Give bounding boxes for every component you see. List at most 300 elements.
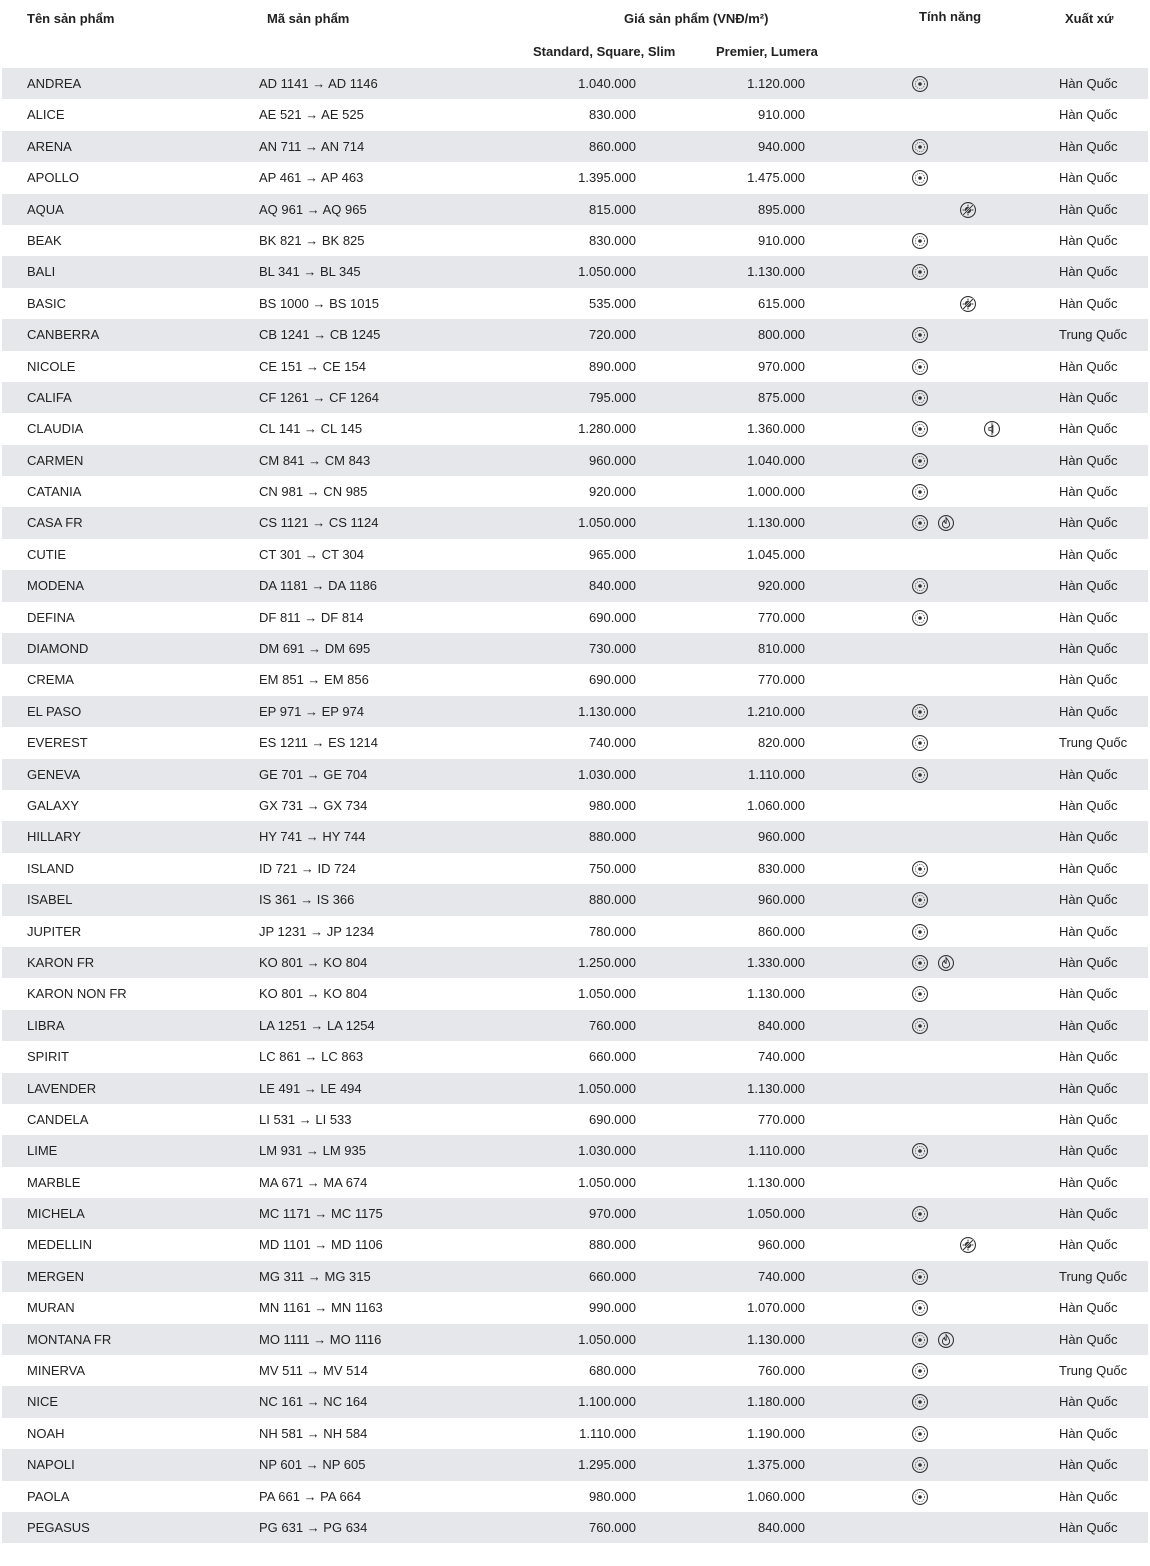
product-code: LC 861 → LC 863: [259, 1049, 364, 1065]
price-premier: 1.040.000: [747, 452, 805, 468]
product-code: LM 931 → LM 935: [259, 1143, 366, 1159]
table-row: [2, 821, 1148, 852]
price-premier: 830.000: [758, 860, 805, 876]
product-code: BL 341 → BL 345: [259, 264, 361, 280]
product-origin: Hàn Quốc: [1059, 1457, 1118, 1473]
target-icon: [911, 703, 929, 721]
product-origin: Hàn Quốc: [1059, 1237, 1118, 1253]
product-origin: Hàn Quốc: [1059, 170, 1118, 186]
table-row: [2, 319, 1148, 350]
price-premier: 800.000: [758, 327, 805, 343]
price-standard: 830.000: [589, 107, 636, 123]
product-name: MODENA: [27, 578, 85, 594]
product-origin: Hàn Quốc: [1059, 1080, 1118, 1096]
price-premier: 910.000: [758, 232, 805, 248]
price-premier: 1.210.000: [747, 703, 805, 719]
target-icon: [911, 1488, 929, 1506]
product-code: KO 801 → KO 804: [259, 954, 368, 970]
product-name: GALAXY: [27, 797, 80, 813]
price-premier: 1.060.000: [747, 1488, 805, 1504]
product-name: PAOLA: [27, 1488, 70, 1504]
product-code: HY 741 → HY 744: [259, 829, 366, 845]
product-name: LIME: [27, 1143, 58, 1159]
product-code: CT 301 → CT 304: [259, 546, 365, 562]
product-origin: Hàn Quốc: [1059, 421, 1118, 437]
product-name: HILLARY: [27, 829, 81, 845]
price-premier: 1.130.000: [747, 1331, 805, 1347]
price-premier: 940.000: [758, 138, 805, 154]
table-row: [2, 1449, 1148, 1480]
price-premier: 770.000: [758, 1111, 805, 1127]
product-code: CL 141 → CL 145: [259, 421, 363, 437]
product-name: SPIRIT: [27, 1049, 69, 1065]
price-premier: 1.360.000: [747, 421, 805, 437]
product-origin: Hàn Quốc: [1059, 892, 1118, 908]
price-standard: 1.050.000: [578, 1080, 636, 1096]
table-row: [2, 1198, 1148, 1229]
price-premier: 895.000: [758, 201, 805, 217]
price-premier: 1.060.000: [747, 797, 805, 813]
target-icon: [911, 138, 929, 156]
table-row: [2, 382, 1148, 413]
table-row: [2, 1104, 1148, 1135]
price-premier: 1.330.000: [747, 954, 805, 970]
table-row: [2, 99, 1148, 130]
product-name: MEDELLIN: [27, 1237, 93, 1253]
product-code: DA 1181 → DA 1186: [259, 578, 378, 594]
price-standard: 980.000: [589, 1488, 636, 1504]
product-origin: Hàn Quốc: [1059, 1331, 1118, 1347]
price-standard: 720.000: [589, 327, 636, 343]
table-row: [2, 978, 1148, 1009]
product-code: CN 981 → CN 985: [259, 484, 368, 500]
product-origin: Hàn Quốc: [1059, 264, 1118, 280]
product-code: LE 491 → LE 494: [259, 1080, 362, 1096]
price-standard: 690.000: [589, 1111, 636, 1127]
product-code: NP 601 → NP 605: [259, 1457, 366, 1473]
product-code: AP 461 → AP 463: [259, 170, 364, 186]
price-standard: 680.000: [589, 1363, 636, 1379]
col-subheader-price-standard: Standard, Square, Slim: [533, 44, 676, 59]
target-icon: [911, 358, 929, 376]
target-icon: [911, 609, 929, 627]
product-origin: Hàn Quốc: [1059, 107, 1118, 123]
price-premier: 1.130.000: [747, 1080, 805, 1096]
target-icon: [911, 1142, 929, 1160]
target-icon: [911, 389, 929, 407]
product-origin: Hàn Quốc: [1059, 578, 1118, 594]
product-code: NC 161 → NC 164: [259, 1394, 368, 1410]
price-standard: 535.000: [589, 295, 636, 311]
price-premier: 970.000: [758, 358, 805, 374]
fire-icon: [937, 1331, 955, 1349]
price-standard: 1.040.000: [578, 76, 636, 91]
product-code: LA 1251 → LA 1254: [259, 1017, 375, 1033]
product-name: CANBERRA: [27, 327, 100, 343]
price-premier: 1.180.000: [747, 1394, 805, 1410]
price-premier: 860.000: [758, 923, 805, 939]
price-standard: 840.000: [589, 578, 636, 594]
price-standard: 1.050.000: [578, 515, 636, 531]
product-origin: Hàn Quốc: [1059, 515, 1118, 531]
product-code: PG 631 → PG 634: [259, 1519, 368, 1535]
table-row: [2, 351, 1148, 382]
product-code: MV 511 → MV 514: [259, 1363, 368, 1379]
target-icon: [911, 169, 929, 187]
product-origin: Hàn Quốc: [1059, 1394, 1118, 1410]
table-row: [2, 476, 1148, 507]
product-name: GENEVA: [27, 766, 81, 782]
product-code: EM 851 → EM 856: [259, 672, 369, 688]
product-origin: Hàn Quốc: [1059, 358, 1118, 374]
price-premier: 1.375.000: [747, 1457, 805, 1473]
product-origin: Trung Quốc: [1059, 327, 1128, 343]
target-icon: [911, 1362, 929, 1380]
no-germ-icon: [959, 295, 977, 313]
product-origin: Hàn Quốc: [1059, 138, 1118, 154]
product-name: NICE: [27, 1394, 59, 1410]
price-standard: 1.395.000: [578, 170, 636, 186]
fire-icon: [937, 514, 955, 532]
product-code: GE 701 → GE 704: [259, 766, 368, 782]
product-origin: Hàn Quốc: [1059, 954, 1118, 970]
price-premier: 1.110.000: [748, 1143, 805, 1159]
product-origin: Hàn Quốc: [1059, 295, 1118, 311]
product-origin: Trung Quốc: [1059, 1363, 1128, 1379]
price-premier: 1.130.000: [747, 986, 805, 1002]
price-standard: 1.030.000: [578, 766, 636, 782]
price-standard: 970.000: [589, 1206, 636, 1222]
table-row: [2, 1292, 1148, 1323]
price-premier: 840.000: [758, 1017, 805, 1033]
table-row: [2, 727, 1148, 758]
target-icon: [911, 1425, 929, 1443]
price-standard: 760.000: [589, 1519, 636, 1535]
product-code: CF 1261 → CF 1264: [259, 389, 379, 405]
product-origin: Hàn Quốc: [1059, 641, 1118, 657]
product-name: CASA FR: [27, 515, 83, 531]
price-premier: 910.000: [758, 107, 805, 123]
target-icon: [911, 263, 929, 281]
product-origin: Hàn Quốc: [1059, 672, 1118, 688]
price-premier: 960.000: [758, 829, 805, 845]
product-name: ARENA: [27, 138, 72, 154]
price-standard: 740.000: [589, 735, 636, 751]
target-icon: [911, 232, 929, 250]
product-origin: Hàn Quốc: [1059, 1143, 1118, 1159]
product-name: MONTANA FR: [27, 1331, 112, 1347]
price-standard: 880.000: [589, 829, 636, 845]
product-name: JUPITER: [27, 923, 82, 939]
price-standard: 880.000: [589, 892, 636, 908]
price-premier: 1.130.000: [747, 515, 805, 531]
price-standard: 1.100.000: [578, 1394, 636, 1410]
product-origin: Hàn Quốc: [1059, 1206, 1118, 1222]
product-origin: Trung Quốc: [1059, 735, 1128, 751]
product-code: NH 581 → NH 584: [259, 1425, 368, 1441]
product-name: NAPOLI: [27, 1457, 75, 1473]
product-name: BEAK: [27, 232, 62, 248]
product-name: PEGASUS: [27, 1519, 90, 1535]
price-premier: 1.045.000: [747, 546, 805, 562]
sound-icon: [983, 420, 1001, 438]
product-origin: Hàn Quốc: [1059, 1519, 1118, 1535]
product-name: CANDELA: [27, 1111, 89, 1127]
product-code: ES 1211 → ES 1214: [259, 735, 379, 751]
product-code: AE 521 → AE 525: [259, 107, 364, 123]
price-standard: 660.000: [589, 1049, 636, 1065]
target-icon: [911, 75, 929, 93]
product-code: BK 821 → BK 825: [259, 232, 365, 248]
price-standard: 965.000: [589, 546, 636, 562]
table-row: [2, 288, 1148, 319]
product-name: LIBRA: [27, 1017, 65, 1033]
target-icon: [911, 514, 929, 532]
price-standard: 1.110.000: [579, 1425, 636, 1441]
price-standard: 1.030.000: [578, 1143, 636, 1159]
product-name: CARMEN: [27, 452, 84, 468]
price-standard: 690.000: [589, 672, 636, 688]
target-icon: [911, 483, 929, 501]
target-icon: [911, 1205, 929, 1223]
price-standard: 660.000: [589, 1268, 636, 1284]
product-name: NOAH: [27, 1425, 65, 1441]
table-row: [2, 162, 1148, 193]
price-standard: 830.000: [589, 232, 636, 248]
product-origin: Hàn Quốc: [1059, 76, 1118, 91]
col-header-features: Tính năng: [919, 9, 982, 24]
price-standard: 1.050.000: [578, 264, 636, 280]
product-code: AQ 961 → AQ 965: [259, 201, 367, 217]
col-subheader-price-premier: Premier, Lumera: [716, 44, 818, 59]
product-origin: Hàn Quốc: [1059, 1049, 1118, 1065]
product-name: KARON FR: [27, 954, 95, 970]
target-icon: [911, 766, 929, 784]
table-row: [2, 1512, 1148, 1543]
price-standard: 1.050.000: [578, 1331, 636, 1347]
table-row: [2, 696, 1148, 727]
product-origin: Hàn Quốc: [1059, 1174, 1118, 1190]
price-premier: 960.000: [758, 892, 805, 908]
product-code: CB 1241 → CB 1245: [259, 327, 381, 343]
product-name: CUTIE: [27, 546, 66, 562]
table-row: [2, 256, 1148, 287]
no-germ-icon: [959, 1236, 977, 1254]
target-icon: [911, 860, 929, 878]
product-name: BASIC: [27, 295, 67, 311]
table-row: [2, 633, 1148, 664]
product-code: LI 531 → LI 533: [259, 1111, 352, 1127]
price-premier: 740.000: [758, 1049, 805, 1065]
price-premier: 810.000: [758, 641, 805, 657]
table-row: [2, 664, 1148, 695]
price-standard: 1.050.000: [578, 1174, 636, 1190]
price-standard: 980.000: [589, 797, 636, 813]
target-icon: [911, 734, 929, 752]
product-origin: Hàn Quốc: [1059, 232, 1118, 248]
target-icon: [911, 923, 929, 941]
price-standard: 730.000: [589, 641, 636, 657]
price-standard: 795.000: [589, 389, 636, 405]
product-name: KARON NON FR: [27, 986, 127, 1002]
price-premier: 740.000: [758, 1268, 805, 1284]
table-row: [2, 947, 1148, 978]
product-name: CATANIA: [27, 484, 82, 500]
target-icon: [911, 1456, 929, 1474]
price-premier: 1.120.000: [747, 76, 805, 91]
table-row: [2, 853, 1148, 884]
product-name: MINERVA: [27, 1363, 86, 1379]
product-name: AQUA: [27, 201, 64, 217]
product-origin: Hàn Quốc: [1059, 797, 1118, 813]
product-name: DIAMOND: [27, 641, 89, 657]
product-code: MD 1101 → MD 1106: [259, 1237, 383, 1253]
product-name: LAVENDER: [27, 1080, 97, 1096]
product-origin: Hàn Quốc: [1059, 1111, 1118, 1127]
price-standard: 1.130.000: [578, 703, 636, 719]
table-row: [2, 1418, 1148, 1449]
price-standard: 815.000: [589, 201, 636, 217]
target-icon: [911, 985, 929, 1003]
target-icon: [911, 577, 929, 595]
price-premier: 1.475.000: [747, 170, 805, 186]
product-origin: Hàn Quốc: [1059, 1300, 1118, 1316]
product-code: GX 731 → GX 734: [259, 797, 368, 813]
product-code: PA 661 → PA 664: [259, 1488, 362, 1504]
product-code: BS 1000 → BS 1015: [259, 295, 379, 311]
product-name: ISABEL: [27, 892, 73, 908]
product-code: MC 1171 → MC 1175: [259, 1206, 383, 1222]
price-standard: 750.000: [589, 860, 636, 876]
price-premier: 1.190.000: [747, 1425, 805, 1441]
product-name: NICOLE: [27, 358, 76, 374]
price-premier: 920.000: [758, 578, 805, 594]
product-name: MERGEN: [27, 1268, 85, 1284]
price-standard: 890.000: [589, 358, 636, 374]
price-premier: 960.000: [758, 1237, 805, 1253]
product-origin: Hàn Quốc: [1059, 1017, 1118, 1033]
price-premier: 1.000.000: [747, 484, 805, 500]
product-name: BALI: [27, 264, 56, 280]
table-row: [2, 916, 1148, 947]
price-premier: 1.110.000: [748, 766, 805, 782]
product-code: CS 1121 → CS 1124: [259, 515, 379, 531]
target-icon: [911, 326, 929, 344]
product-code: IS 361 → IS 366: [259, 892, 355, 908]
price-standard: 990.000: [589, 1300, 636, 1316]
product-code: MA 671 → MA 674: [259, 1174, 368, 1190]
col-header-code: Mã sản phẩm: [267, 11, 350, 26]
table-row: [2, 225, 1148, 256]
product-name: MICHELA: [27, 1206, 85, 1222]
product-name: DEFINA: [27, 609, 75, 625]
product-origin: Hàn Quốc: [1059, 484, 1118, 500]
price-premier: 760.000: [758, 1363, 805, 1379]
target-icon: [911, 420, 929, 438]
product-code: DF 811 → DF 814: [259, 609, 364, 625]
target-icon: [911, 1017, 929, 1035]
product-name: EVEREST: [27, 735, 88, 751]
product-origin: Hàn Quốc: [1059, 389, 1118, 405]
product-name: MURAN: [27, 1300, 75, 1316]
col-header-price: Giá sản phẩm (VNĐ/m²): [624, 11, 769, 26]
price-premier: 1.130.000: [747, 1174, 805, 1190]
target-icon: [911, 1299, 929, 1317]
price-premier: 770.000: [758, 672, 805, 688]
table-row: [2, 539, 1148, 570]
price-standard: 1.250.000: [578, 954, 636, 970]
price-standard: 860.000: [589, 138, 636, 154]
product-name: ALICE: [27, 107, 65, 123]
target-icon: [911, 1331, 929, 1349]
price-standard: 690.000: [589, 609, 636, 625]
product-code: ID 721 → ID 724: [259, 860, 356, 876]
product-origin: Hàn Quốc: [1059, 546, 1118, 562]
product-code: MO 1111 → MO 1116: [259, 1331, 382, 1347]
table-row: [2, 1041, 1148, 1072]
price-standard: 960.000: [589, 452, 636, 468]
table-row: [2, 194, 1148, 225]
price-premier: 1.050.000: [747, 1206, 805, 1222]
table-row: [2, 1135, 1148, 1166]
table-row: [2, 507, 1148, 538]
product-code: AN 711 → AN 714: [259, 138, 365, 154]
table-row: [2, 759, 1148, 790]
price-standard: 760.000: [589, 1017, 636, 1033]
product-code: DM 691 → DM 695: [259, 641, 371, 657]
price-premier: 1.070.000: [747, 1300, 805, 1316]
product-name: ANDREA: [27, 76, 82, 91]
price-premier: 615.000: [758, 295, 805, 311]
table-row: [2, 1229, 1148, 1260]
product-origin: Hàn Quốc: [1059, 452, 1118, 468]
product-origin: Hàn Quốc: [1059, 923, 1118, 939]
target-icon: [911, 954, 929, 972]
product-name: CLAUDIA: [27, 421, 84, 437]
table-row: [2, 445, 1148, 476]
price-standard: 780.000: [589, 923, 636, 939]
product-code: MG 311 → MG 315: [259, 1268, 371, 1284]
price-standard: 1.050.000: [578, 986, 636, 1002]
table-row: [2, 1167, 1148, 1198]
price-premier: 1.130.000: [747, 264, 805, 280]
product-name: ISLAND: [27, 860, 74, 876]
price-standard: 1.295.000: [578, 1457, 636, 1473]
product-code: CE 151 → CE 154: [259, 358, 366, 374]
product-code: AD 1141 → AD 1146: [259, 76, 378, 91]
target-icon: [911, 1393, 929, 1411]
table-row: [2, 884, 1148, 915]
table-row: [2, 790, 1148, 821]
price-premier: 840.000: [758, 1519, 805, 1535]
table-row: [2, 1324, 1148, 1355]
table-row: [2, 570, 1148, 601]
product-origin: Hàn Quốc: [1059, 766, 1118, 782]
table-row: [2, 602, 1148, 633]
price-standard: 880.000: [589, 1237, 636, 1253]
target-icon: [911, 452, 929, 470]
table-row: [2, 1355, 1148, 1386]
product-origin: Hàn Quốc: [1059, 609, 1118, 625]
product-origin: Hàn Quốc: [1059, 986, 1118, 1002]
table-row: [2, 1386, 1148, 1417]
no-germ-icon: [959, 201, 977, 219]
product-code: KO 801 → KO 804: [259, 986, 368, 1002]
product-origin: Hàn Quốc: [1059, 703, 1118, 719]
product-code: EP 971 → EP 974: [259, 703, 365, 719]
product-name: APOLLO: [27, 170, 80, 186]
product-name: MARBLE: [27, 1174, 81, 1190]
